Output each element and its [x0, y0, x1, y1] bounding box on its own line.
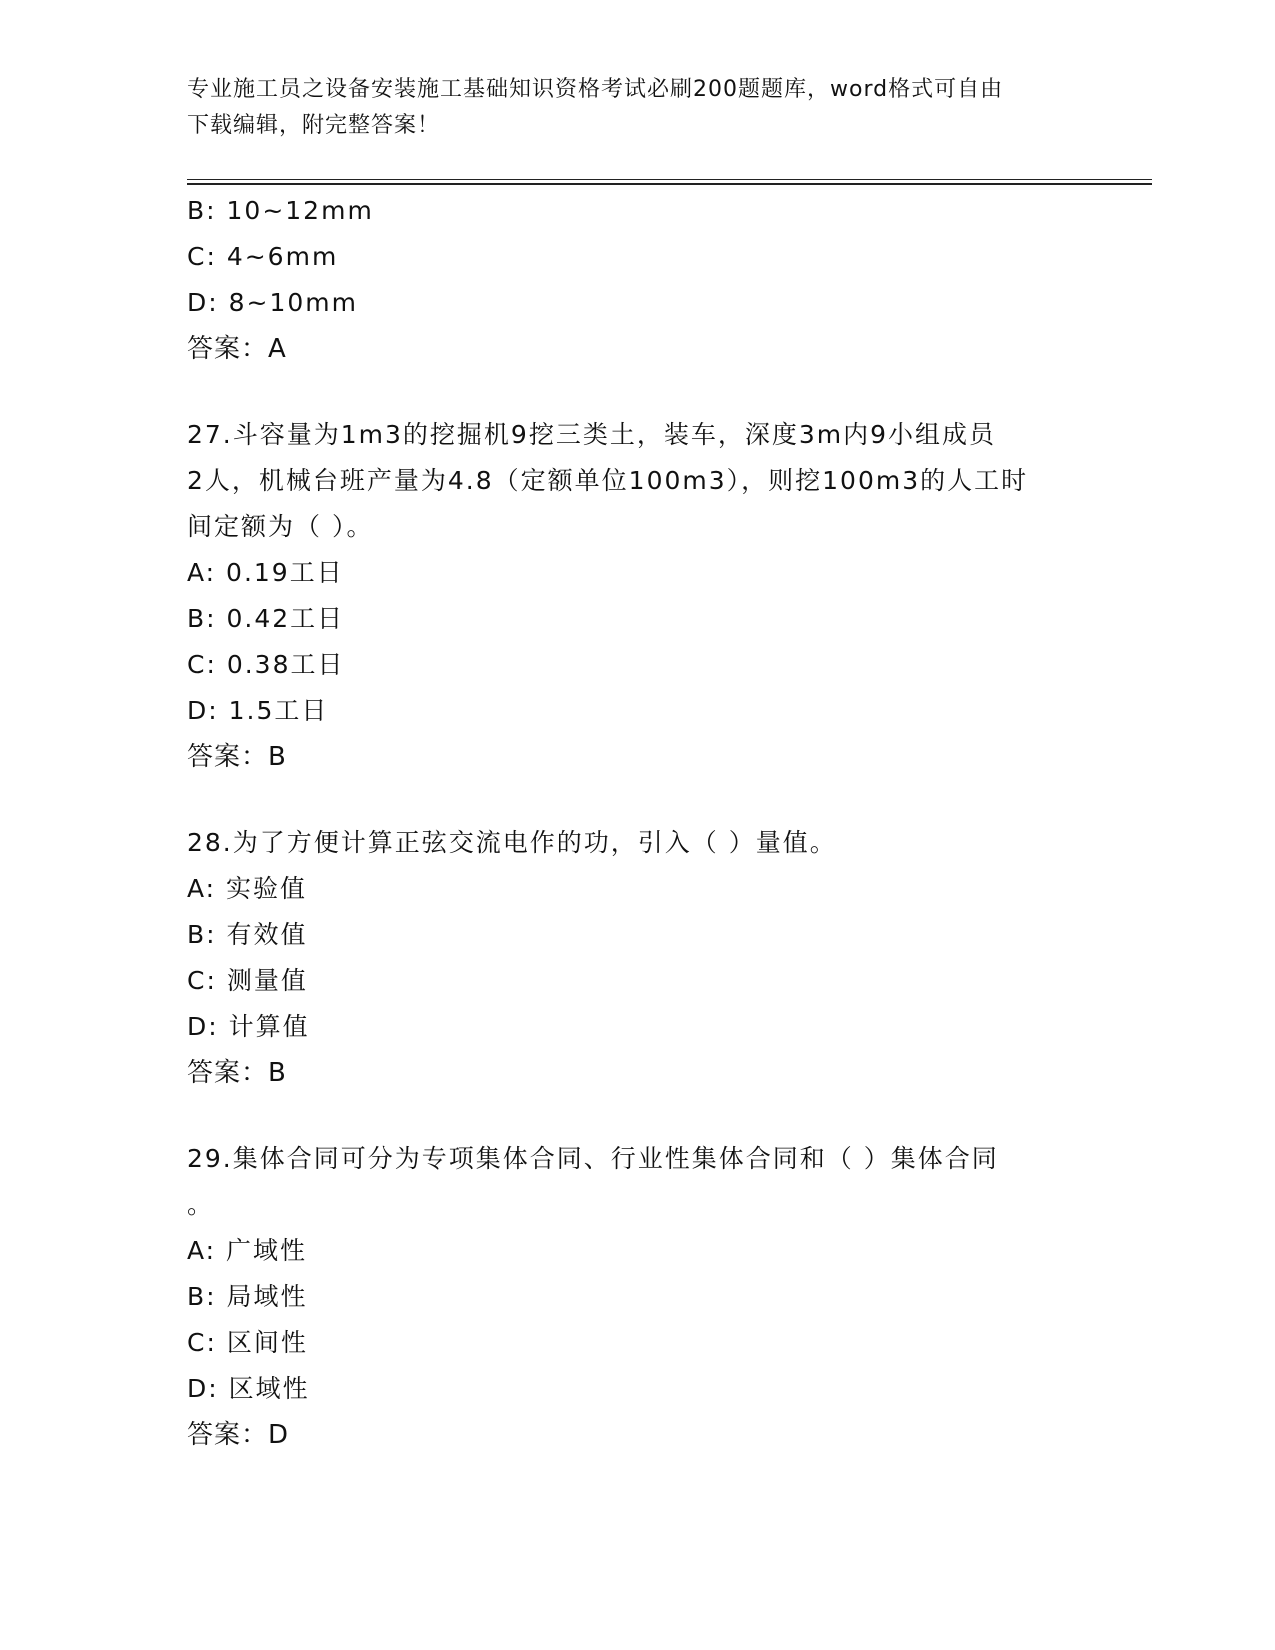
option-c: C: 0.38工日 — [187, 650, 345, 679]
header-rule-thin — [187, 179, 1152, 180]
answer-line: 答案：B — [187, 1058, 287, 1088]
question-text-line-1: 27.斗容量为1m3的挖掘机9挖三类土，装车，深度3m内9小组成员 — [187, 420, 996, 449]
answer-line: 答案：D — [187, 1420, 290, 1450]
option-c: C: 区间性 — [187, 1328, 308, 1357]
question-text-line-1: 29.集体合同可分为专项集体合同、行业性集体合同和（ ）集体合同 — [187, 1144, 999, 1173]
option-b: B: 10~12mm — [187, 196, 374, 225]
option-d: D: 计算值 — [187, 1012, 310, 1041]
answer-line: 答案：B — [187, 742, 287, 772]
header-line-1: 专业施工员之设备安装施工基础知识资格考试必刷200题题库，word格式可自由 — [187, 77, 1004, 102]
question-27 — [187, 412, 1067, 780]
document-header — [187, 72, 1067, 144]
option-c: C: 测量值 — [187, 966, 308, 995]
header-line-2: 下载编辑，附完整答案！ — [187, 113, 441, 138]
option-d: D: 区域性 — [187, 1374, 310, 1403]
option-d: D: 1.5工日 — [187, 696, 329, 725]
question-26 — [187, 188, 1067, 372]
question-29 — [187, 1136, 1067, 1458]
option-a: A: 0.19工日 — [187, 558, 344, 587]
option-a: A: 广域性 — [187, 1236, 308, 1265]
option-b: B: 局域性 — [187, 1282, 308, 1311]
option-c: C: 4~6mm — [187, 242, 339, 271]
spacer — [187, 1096, 1067, 1136]
question-list — [187, 188, 1067, 1458]
question-text-line-2: 。 — [187, 1190, 215, 1219]
answer-line: 答案：A — [187, 334, 287, 364]
question-text-line-3: 间定额为（ ）。 — [187, 512, 374, 541]
spacer — [187, 780, 1067, 820]
option-b: B: 有效值 — [187, 920, 308, 949]
question-28 — [187, 820, 1067, 1096]
question-text-line-2: 2人，机械台班产量为4.8（定额单位100m3），则挖100m3的人工时 — [187, 466, 1029, 495]
question-text-line-1: 28.为了方便计算正弦交流电作的功，引入（ ）量值。 — [187, 828, 837, 857]
spacer — [187, 372, 1067, 412]
option-d: D: 8~10mm — [187, 288, 358, 317]
option-a: A: 实验值 — [187, 874, 308, 903]
header-rule-thick — [187, 183, 1152, 185]
option-b: B: 0.42工日 — [187, 604, 345, 633]
